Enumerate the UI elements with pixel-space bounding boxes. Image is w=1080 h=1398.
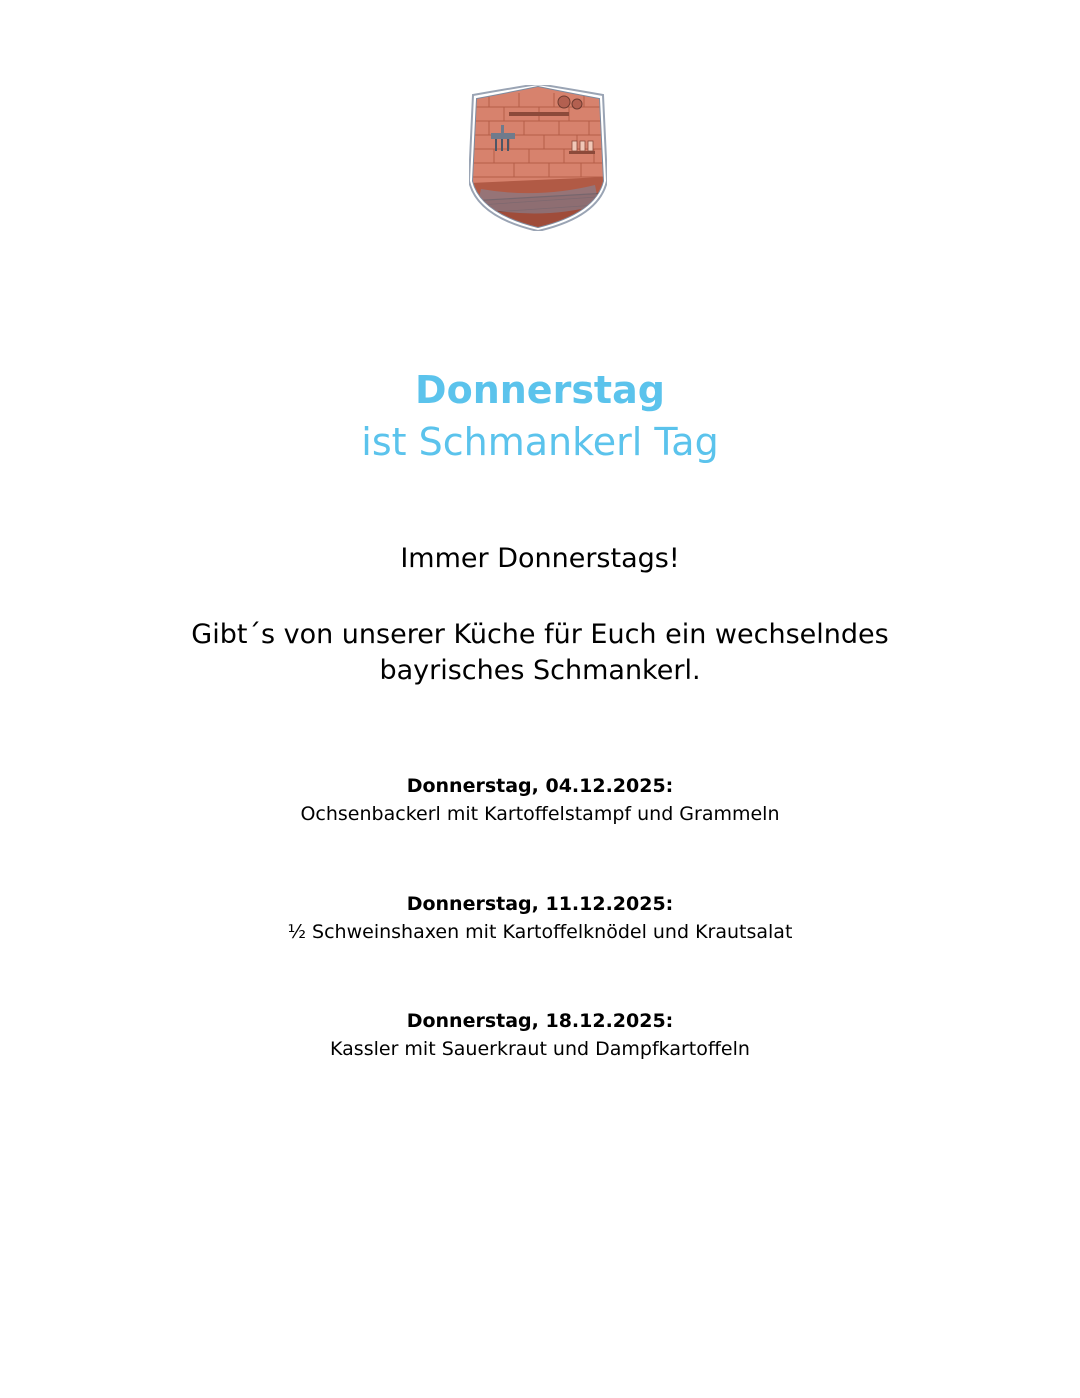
menu-entry-date: Donnerstag, 11.12.2025: <box>406 893 674 915</box>
menu-entry-date: Donnerstag, 18.12.2025: <box>406 1010 674 1032</box>
intro-paragraph <box>0 617 1080 689</box>
intro-line-2: Gibt´s von unserer Küche für Euch ein wechselndes <box>191 619 889 650</box>
menu-entry <box>0 1007 1080 1063</box>
menu-entry-date: Donnerstag, 04.12.2025: <box>406 775 674 797</box>
menu-entry <box>0 890 1080 946</box>
tavern-bar-crest-icon <box>469 85 607 231</box>
page-title: Donnerstag <box>415 368 665 412</box>
menu-entry <box>0 772 1080 828</box>
menu-entry-dish: Ochsenbackerl mit Kartoffelstampf und Grammeln <box>300 803 780 825</box>
title-block <box>0 364 1080 468</box>
intro-line-3: bayrisches Schmankerl. <box>379 655 701 686</box>
intro-line-1: Immer Donnerstags! <box>400 543 680 574</box>
menu-entry-dish: Kassler mit Sauerkraut und Dampfkartoffeln <box>330 1038 750 1060</box>
menu-entry-dish: ½ Schweinshaxen mit Kartoffelknödel und Krautsalat <box>287 921 793 943</box>
page-subtitle: ist Schmankerl Tag <box>361 420 719 464</box>
